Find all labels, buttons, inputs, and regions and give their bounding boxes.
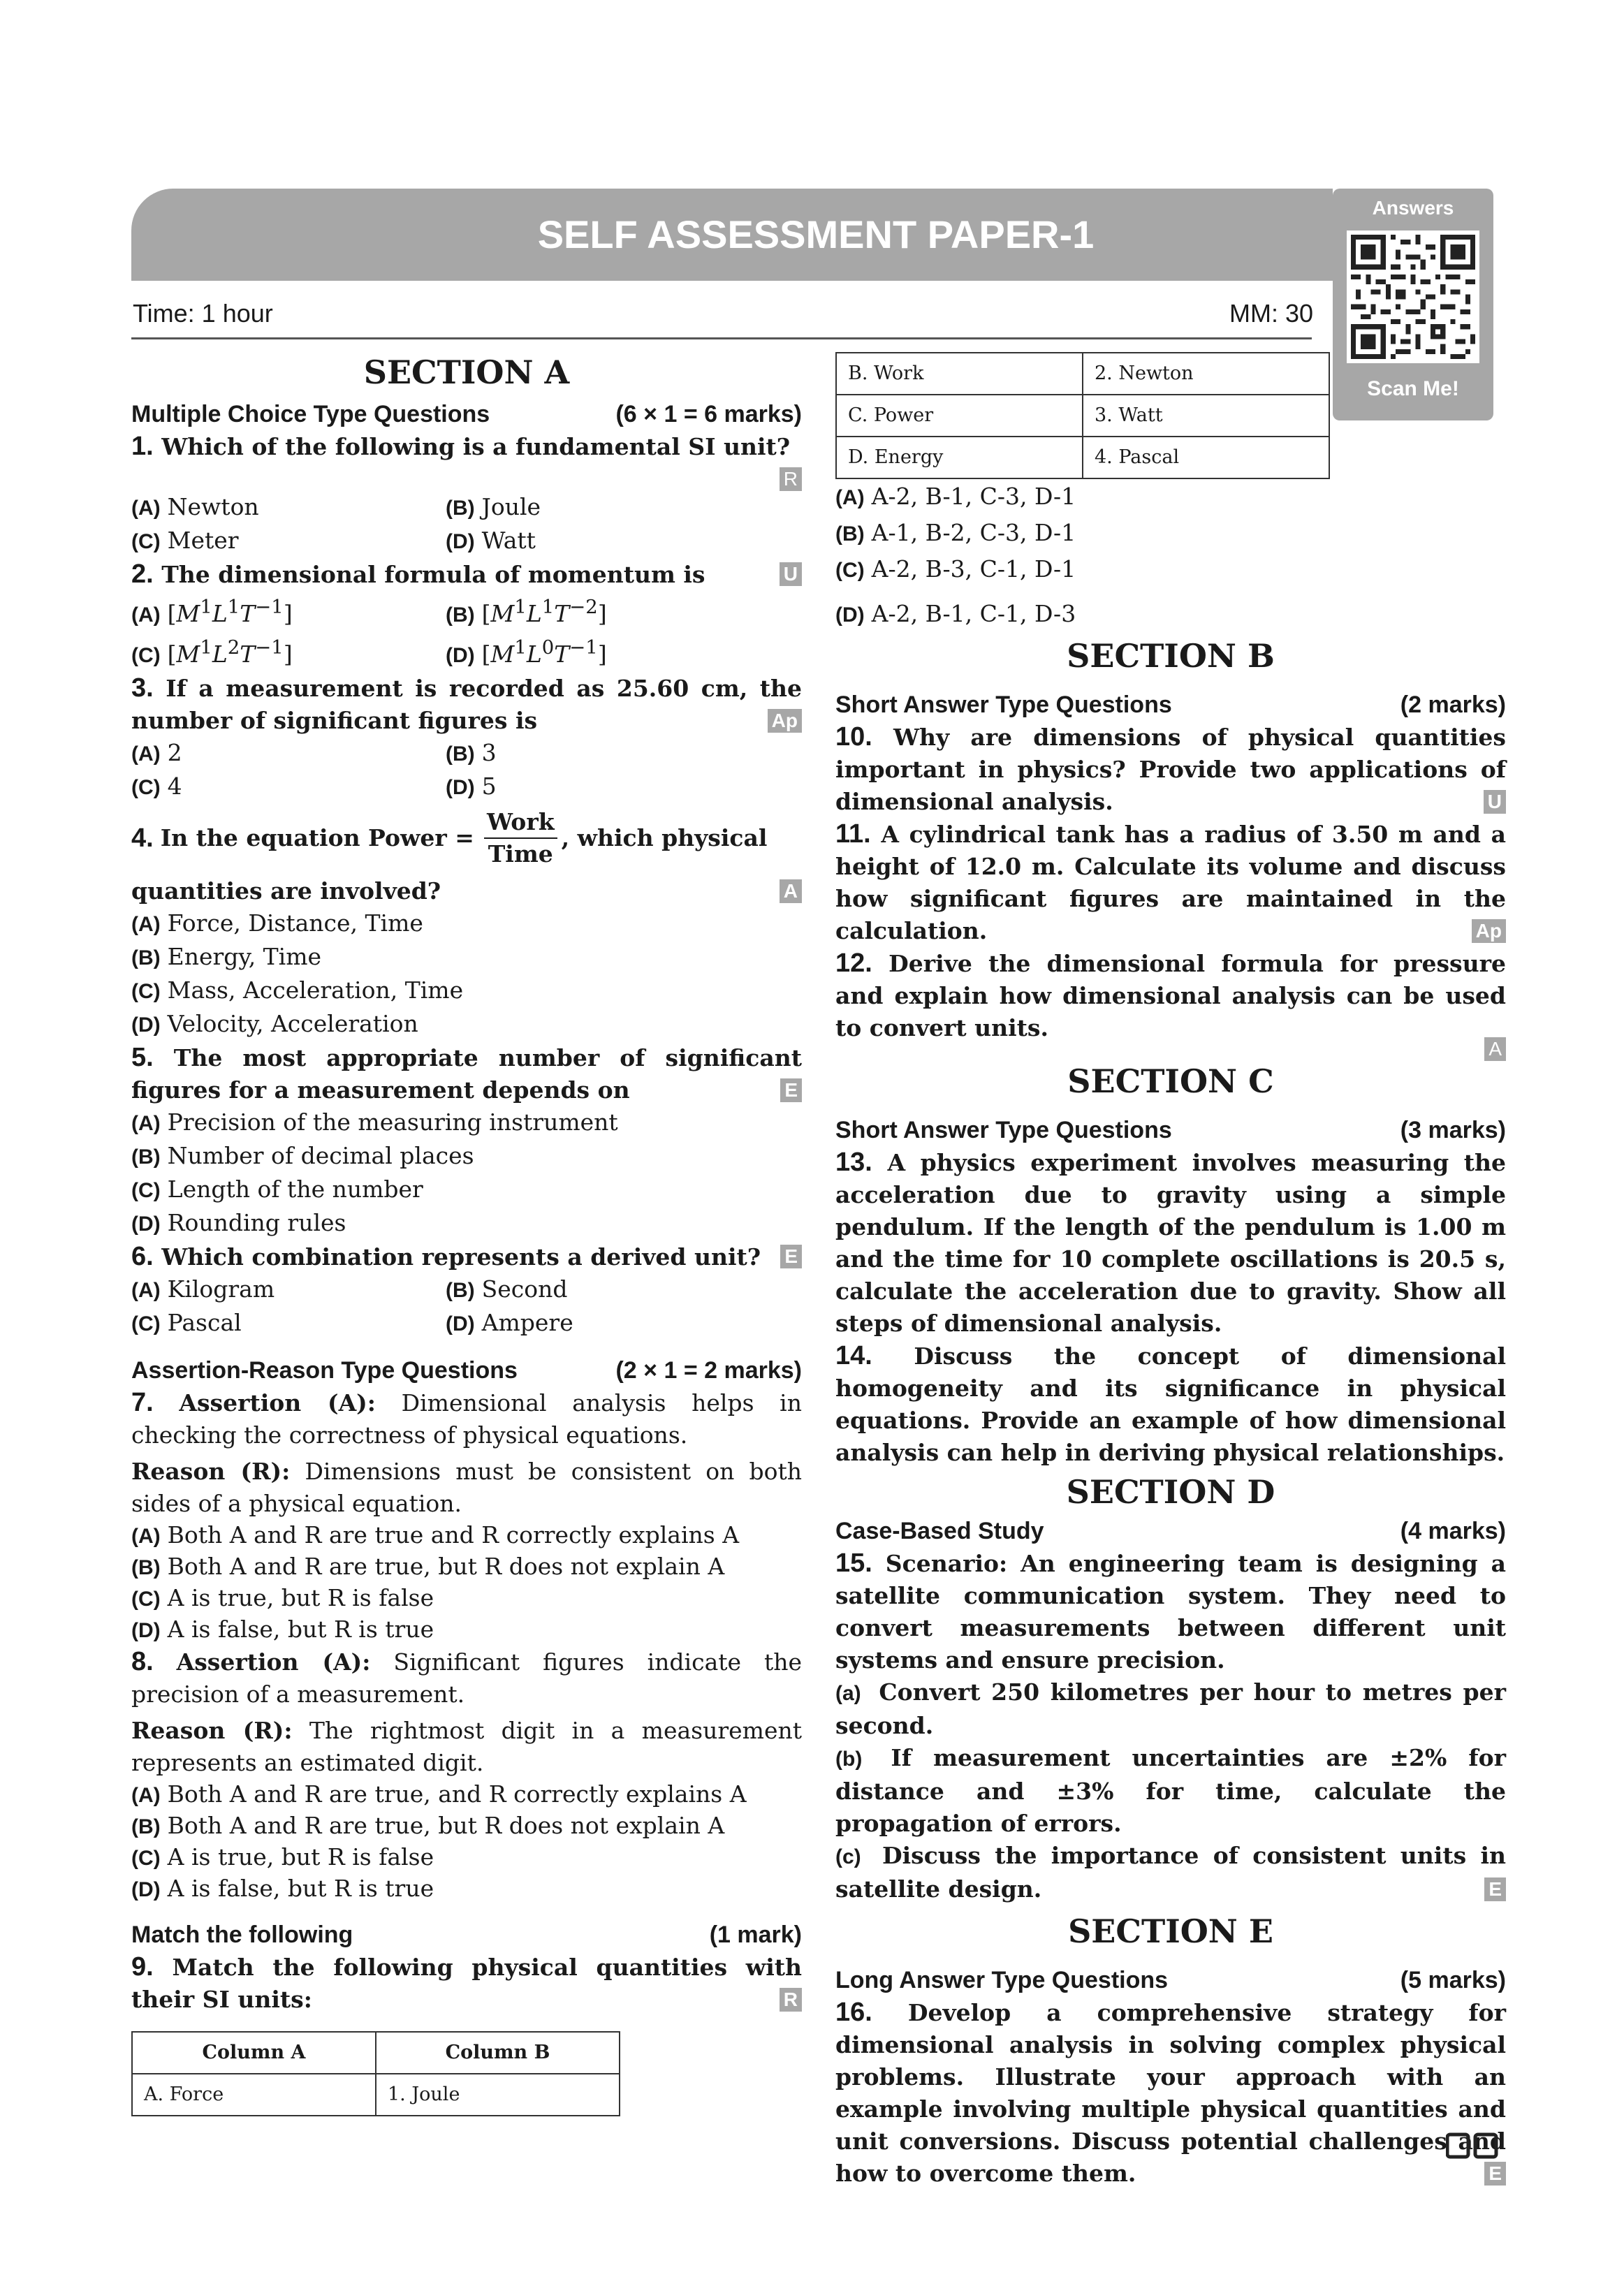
option-text: Number of decimal places	[167, 1142, 474, 1169]
option-label: (A)	[131, 603, 161, 627]
option-text: Pascal	[167, 1309, 242, 1336]
fraction-numerator: Work	[484, 807, 557, 839]
option-d[interactable]	[131, 1207, 802, 1240]
option-text: Meter	[167, 527, 239, 554]
option-text: Both A and R are true, and R correctly explains A	[167, 1780, 747, 1808]
section-e-title: SECTION E	[1068, 1912, 1273, 1950]
options-row	[131, 1307, 802, 1340]
option-label: (A)	[131, 497, 161, 520]
question-15	[835, 1547, 1506, 1676]
reason	[131, 1456, 802, 1520]
option-text: A-2, B-1, C-3, D-1	[871, 483, 1076, 510]
option-label: (C)	[131, 776, 161, 799]
question-number: 10.	[835, 722, 872, 752]
difficulty-tag: E	[780, 1245, 802, 1268]
option-label: (D)	[131, 1013, 161, 1037]
section-b-marks: (2 marks)	[1400, 691, 1506, 718]
option-c[interactable]	[131, 1583, 802, 1614]
option-label: (A)	[131, 913, 161, 936]
table-row	[836, 437, 1329, 478]
option-c[interactable]	[131, 525, 446, 558]
option-b[interactable]	[446, 737, 760, 770]
difficulty-tag: U	[780, 562, 802, 586]
option-a[interactable]	[131, 1273, 446, 1307]
section-e-heading	[835, 1964, 1506, 1996]
qr-code-icon[interactable]	[1347, 230, 1479, 363]
table-cell: 3. Watt	[1083, 395, 1329, 437]
option-label: (C)	[131, 1179, 161, 1202]
difficulty-tag: E	[780, 1078, 802, 1102]
option-label: (C)	[835, 559, 865, 582]
option-d[interactable]	[131, 1873, 802, 1905]
option-label: (A)	[131, 1784, 161, 1807]
option-text: Newton	[167, 493, 259, 520]
question-number: 15.	[835, 1549, 872, 1578]
option-d[interactable]	[446, 631, 760, 672]
time-label: Time: 1 hour	[133, 299, 273, 328]
match-marks: (1 mark)	[709, 1921, 802, 1948]
mcq-heading-label: Multiple Choice Type Questions	[131, 401, 490, 427]
option-label: (A)	[131, 1112, 161, 1135]
question-text: , which physical	[561, 824, 768, 851]
option-c[interactable]	[835, 552, 1506, 588]
question-text: A physics experiment involves measuring the acceleration due to gravity using a simple pendulum. If the length of the pendulum is 1.00 m and the time for 10 complete oscillations is 20.5 s, calculate the acceleration due to gravity. Show all steps of dimensional analysis.	[835, 1149, 1506, 1337]
option-c[interactable]	[131, 631, 446, 672]
option-a[interactable]	[131, 1779, 802, 1810]
option-d[interactable]	[446, 1307, 760, 1340]
difficulty-tag: E	[1484, 1877, 1506, 1901]
option-label: (A)	[131, 1279, 161, 1302]
table-row	[836, 353, 1329, 395]
question-text: A cylindrical tank has a radius of 3.50 m and a height of 12.0 m. Calculate its volume and discuss how significant figures are maintained in the calculation.	[835, 821, 1506, 944]
question-text: Which of the following is a fundamental SI unit?	[161, 433, 791, 460]
option-label: (A)	[835, 486, 865, 509]
mcq-marks: (6 × 1 = 6 marks)	[615, 401, 802, 427]
question-number: 5.	[131, 1043, 154, 1072]
option-a[interactable]	[131, 591, 446, 631]
question-number: 16.	[835, 1998, 872, 2027]
question-12	[835, 947, 1506, 1044]
difficulty-tag: U	[1484, 790, 1506, 814]
section-b-heading	[835, 689, 1506, 721]
option-b[interactable]	[131, 1140, 802, 1173]
section-b-title: SECTION B	[1067, 637, 1275, 675]
options-row	[131, 525, 802, 558]
option-c[interactable]	[131, 1307, 446, 1340]
difficulty-tag: R	[780, 467, 802, 491]
question-10	[835, 721, 1506, 818]
question-number: 13.	[835, 1148, 872, 1177]
table-row	[836, 395, 1329, 437]
option-c[interactable]	[131, 974, 802, 1008]
question-number: 6.	[131, 1242, 154, 1271]
difficulty-tag: A	[780, 879, 802, 903]
question-3	[131, 672, 802, 737]
option-text: Both A and R are true, but R does not explain A	[167, 1553, 725, 1580]
section-d-heading	[835, 1515, 1506, 1547]
option-text: Rounding rules	[167, 1209, 346, 1236]
question-14	[835, 1340, 1506, 1469]
option-text: Both A and R are true and R correctly explains A	[167, 1521, 740, 1549]
question-text: The dimensional formula of momentum is	[161, 561, 705, 588]
part-label: (a)	[835, 1682, 861, 1705]
question-16	[835, 1996, 1506, 2190]
option-text: A-1, B-2, C-3, D-1	[871, 519, 1076, 546]
part-text: If measurement uncertainties are ±2% for distance and ±3% for time, calculate the propagation of errors.	[835, 1744, 1506, 1837]
option-text: Precision of the measuring instrument	[167, 1108, 618, 1136]
option-label: (B)	[131, 1815, 161, 1838]
question-13	[835, 1146, 1506, 1340]
section-d-marks: (4 marks)	[1400, 1518, 1506, 1544]
ar-marks: (2 × 1 = 2 marks)	[615, 1357, 802, 1384]
question-text: Why are dimensions of physical quantities important in physics? Provide two applications of dimensional analysis.	[835, 724, 1506, 815]
option-text: 4	[167, 773, 182, 800]
options-row	[131, 737, 802, 770]
option-text: Both A and R are true, but R does not explain A	[167, 1812, 725, 1839]
option-label: (B)	[131, 1145, 161, 1169]
question-part-c	[835, 1840, 1506, 1905]
section-c-marks: (3 marks)	[1400, 1117, 1506, 1143]
option-text: Force, Distance, Time	[167, 909, 423, 937]
fraction-denominator: Time	[488, 840, 553, 868]
question-number: 1.	[131, 432, 154, 461]
option-label: (D)	[446, 644, 475, 667]
option-text: Second	[481, 1275, 568, 1303]
options-row	[131, 770, 802, 804]
question-text: quantities are involved?	[131, 877, 441, 905]
section-a-title: SECTION A	[363, 353, 570, 391]
question-text: Which combination represents a derived unit?	[161, 1243, 761, 1271]
option-text: 2	[167, 739, 182, 766]
table-cell: B. Work	[836, 353, 1083, 395]
difficulty-tag: R	[780, 1988, 802, 2012]
match-heading-label: Match the following	[131, 1921, 353, 1948]
option-b[interactable]	[131, 941, 802, 974]
option-label: (C)	[131, 1312, 161, 1335]
option-formula: $[M^1L^1T^{-2}]$	[481, 596, 607, 627]
section-d-title: SECTION D	[1066, 1473, 1275, 1511]
question-number: 3.	[131, 673, 154, 703]
option-d[interactable]	[131, 1614, 802, 1646]
option-label: (C)	[131, 980, 161, 1003]
option-text: Length of the number	[167, 1176, 423, 1203]
option-label: (C)	[131, 644, 161, 667]
match-table-part-1	[131, 2031, 620, 2116]
option-formula: $[M^1L^2T^{-1}]$	[167, 636, 293, 668]
option-label: (C)	[131, 1847, 161, 1870]
options-row	[131, 491, 802, 525]
options-row	[131, 1273, 802, 1307]
option-text: Mass, Acceleration, Time	[167, 976, 464, 1004]
option-label: (D)	[446, 1312, 475, 1335]
section-c-title: SECTION C	[1067, 1062, 1274, 1100]
question-text: Scenario: An engineering team is designing a satellite communication system. They need to convert measurements between different unit systems and ensure precision.	[835, 1550, 1506, 1674]
option-text: Joule	[481, 493, 541, 520]
option-b[interactable]	[131, 1810, 802, 1842]
option-b[interactable]	[131, 1551, 802, 1583]
difficulty-tag: Ap	[1472, 919, 1506, 943]
option-b[interactable]	[835, 515, 1506, 552]
answers-label: Answers	[1372, 197, 1454, 219]
part-label: (b)	[835, 1748, 863, 1771]
table-cell: 2. Newton	[1083, 353, 1329, 395]
left-column	[131, 353, 803, 2116]
option-b[interactable]	[446, 591, 760, 631]
page-number-boxes-icon	[1446, 2132, 1499, 2167]
question-text: Discuss the concept of dimensional homogeneity and its significance in physical equations. Provide an example of how dimensional analysis can help in deriving physical relationships.	[835, 1342, 1506, 1466]
option-label: (B)	[131, 1556, 161, 1579]
assertion-text: Significant figures indicate the precision of a measurement.	[131, 1648, 803, 1708]
table-cell: 4. Pascal	[1083, 437, 1329, 478]
option-text: 3	[481, 739, 497, 766]
question-text: In the equation Power =	[160, 824, 474, 851]
part-text: Discuss the importance of consistent units in satellite design.	[835, 1842, 1506, 1903]
option-label: (D)	[131, 1878, 161, 1901]
question-1	[131, 430, 802, 463]
options-row	[131, 631, 802, 672]
option-label: (D)	[446, 776, 475, 799]
option-label: (D)	[835, 603, 865, 627]
question-number: 2.	[131, 559, 154, 589]
option-a[interactable]	[131, 1106, 802, 1140]
option-text: A is false, but R is true	[167, 1875, 434, 1902]
right-column	[835, 352, 1506, 2190]
option-formula: $[M^1L^1T^{-1}]$	[167, 596, 293, 627]
part-label: (c)	[835, 1845, 861, 1868]
match-table-part-2	[835, 352, 1330, 479]
assertion-label: Assertion (A):	[176, 1648, 371, 1676]
column-a-header: Column A	[132, 2032, 376, 2074]
question-2	[131, 558, 802, 591]
question-text: The most appropriate number of significant figures for a measurement depends on	[131, 1044, 802, 1104]
option-label: (D)	[131, 1619, 161, 1642]
options-row	[131, 591, 802, 631]
option-text: A is true, but R is false	[167, 1843, 434, 1871]
question-text: If a measurement is recorded as 25.60 cm, the number of significant figures is	[131, 675, 802, 734]
assertion-label: Assertion (A):	[179, 1389, 376, 1416]
question-part-a	[835, 1676, 1506, 1742]
option-label: (B)	[446, 742, 475, 766]
question-number: 12.	[835, 949, 872, 978]
option-text: A-2, B-3, C-1, D-1	[871, 555, 1076, 583]
option-d[interactable]	[446, 770, 760, 804]
table-cell: A. Force	[132, 2074, 376, 2116]
section-e-heading-label: Long Answer Type Questions	[835, 1967, 1169, 1993]
match-heading	[131, 1919, 802, 1951]
option-b[interactable]	[446, 491, 760, 525]
option-a[interactable]	[131, 737, 446, 770]
header-divider	[131, 337, 1312, 339]
question-7	[131, 1386, 802, 1451]
option-b[interactable]	[446, 1273, 760, 1307]
option-text: 5	[481, 773, 497, 800]
column-b-header: Column B	[376, 2032, 620, 2074]
option-text: A is false, but R is true	[167, 1616, 434, 1643]
option-label: (B)	[446, 1279, 475, 1302]
question-5	[131, 1041, 802, 1106]
option-a[interactable]	[131, 1520, 802, 1551]
option-d[interactable]	[131, 1008, 802, 1041]
question-8	[131, 1646, 802, 1711]
max-marks-label: MM: 30	[1229, 299, 1314, 328]
question-number: 14.	[835, 1341, 872, 1370]
reason	[131, 1715, 802, 1779]
table-cell: D. Energy	[836, 437, 1083, 478]
table-header-row	[132, 2032, 620, 2074]
question-number: 7.	[131, 1388, 154, 1417]
option-label: (C)	[131, 1588, 161, 1611]
option-text: Energy, Time	[167, 943, 322, 970]
reason-text: Dimensions must be consistent on both sides of a physical equation.	[131, 1458, 802, 1517]
option-text: Watt	[481, 527, 536, 554]
table-cell: C. Power	[836, 395, 1083, 437]
section-e-marks: (5 marks)	[1400, 1967, 1506, 1993]
section-c-heading-label: Short Answer Type Questions	[835, 1117, 1172, 1143]
question-6	[131, 1240, 802, 1273]
question-text: Match the following physical quantities with their SI units:	[131, 1954, 802, 2013]
difficulty-tag: E	[1484, 2162, 1506, 2186]
question-part-b	[835, 1742, 1506, 1840]
option-c[interactable]	[131, 770, 446, 804]
option-text: Kilogram	[167, 1275, 275, 1303]
option-text: Velocity, Acceleration	[167, 1010, 418, 1037]
question-number: 11.	[835, 819, 871, 849]
table-row	[132, 2074, 620, 2116]
question-number: 4.	[131, 823, 154, 853]
option-a[interactable]	[131, 491, 446, 525]
option-label: (A)	[131, 1525, 161, 1548]
option-d[interactable]	[446, 525, 760, 558]
option-text: A is true, but R is false	[167, 1584, 434, 1611]
option-d[interactable]	[835, 596, 1506, 633]
q7-options	[131, 1520, 802, 1646]
part-text: Convert 250 kilometres per hour to metres per second.	[835, 1678, 1506, 1739]
page-title: SELF ASSESSMENT PAPER-1	[537, 212, 1095, 256]
question-4-cont	[131, 875, 802, 907]
assertion-text: Dimensional analysis helps in checking the correctness of physical equations.	[131, 1389, 802, 1449]
option-label: (A)	[131, 742, 161, 766]
difficulty-tag: Ap	[768, 709, 802, 733]
question-number: 8.	[131, 1647, 154, 1676]
q8-options	[131, 1779, 802, 1905]
option-label: (B)	[131, 946, 161, 969]
option-label: (D)	[446, 530, 475, 553]
question-4	[131, 807, 802, 870]
option-c[interactable]	[131, 1842, 802, 1873]
section-b-heading-label: Short Answer Type Questions	[835, 691, 1172, 718]
option-c[interactable]	[131, 1173, 802, 1207]
option-label: (B)	[446, 497, 475, 520]
option-label: (C)	[131, 530, 161, 553]
scan-me-label: Scan Me!	[1367, 377, 1459, 400]
section-d-heading-label: Case-Based Study	[835, 1518, 1044, 1544]
ar-heading	[131, 1354, 802, 1386]
reason-label: Reason (R):	[131, 1458, 291, 1485]
reason-text: The rightmost digit in a measurement represents an estimated digit.	[131, 1717, 802, 1776]
option-text: A-2, B-1, C-1, D-3	[871, 600, 1076, 627]
question-11	[835, 818, 1506, 947]
option-a[interactable]	[131, 907, 802, 941]
option-formula: $[M^1L^0T^{-1}]$	[481, 636, 607, 668]
option-a[interactable]	[835, 479, 1506, 515]
q9-options	[835, 479, 1506, 633]
fraction	[484, 807, 557, 870]
reason-label: Reason (R):	[131, 1717, 293, 1744]
section-c-heading	[835, 1114, 1506, 1146]
option-text: Ampere	[481, 1309, 573, 1336]
mcq-heading	[131, 398, 802, 430]
ar-heading-label: Assertion-Reason Type Questions	[131, 1357, 518, 1384]
table-cell: 1. Joule	[376, 2074, 620, 2116]
question-text: Develop a comprehensive strategy for dimensional analysis in solving complex physical problems. Illustrate your approach with an example involving multiple physical quantities and unit conversions. Discuss potential challenges and how to overcome them.	[835, 1999, 1506, 2187]
option-label: (B)	[835, 522, 865, 546]
option-label: (D)	[131, 1213, 161, 1236]
question-9	[131, 1951, 802, 2016]
question-text: Derive the dimensional formula for pressure and explain how dimensional analysis can be used to convert units.	[835, 950, 1506, 1041]
question-number: 9.	[131, 1952, 154, 1982]
option-label: (B)	[446, 603, 475, 627]
difficulty-tag: A	[1484, 1037, 1506, 1061]
